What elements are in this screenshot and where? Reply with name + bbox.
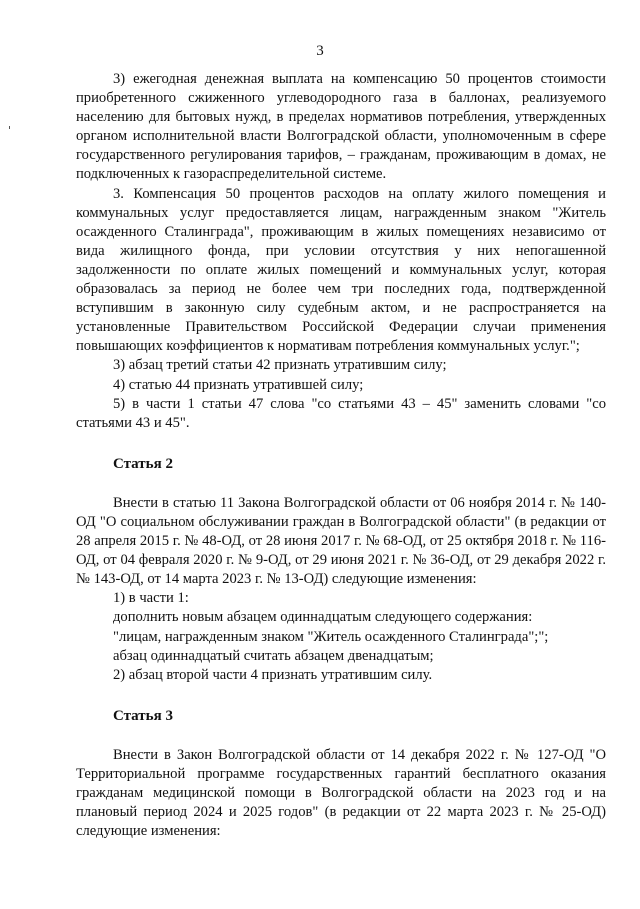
paragraph-item-3-gas: 3) ежегодная денежная выплата на компенсацию 50 процентов стоимости приобретенного сжиженного углеводородного газа в баллонах, реализуемого населению для бытовых нужд, в пределах нормативов потребления, утвержденных органом исполнительной власти Волгоградской области, уполномоченным в сфере государственного регулирования тарифов, – гражданам, проживающим в домах, не подключенных к газораспределительной системе. bbox=[76, 71, 606, 183]
article-2-intro: Внести в статью 11 Закона Волгоградской области от 06 ноября 2014 г. № 140-ОД "О социальном обслуживании граждан в Волгоградской области" (в редакции от 28 апреля 2015 г. № 48-ОД, от 28 июня 2017 г. № 68-ОД, от 25 октября 2018 г. № 116-ОД, от 04 февраля 2020 г. № 9-ОД, от 29 июня 2021 г. № 36-ОД, от 29 декабря 2022 г. № 143-ОД, от 14 марта 2023 г. № 13-ОД) следующие изменения: bbox=[76, 494, 606, 588]
article-2-add-paragraph: дополнить новым абзацем одиннадцатым следующего содержания: bbox=[113, 609, 533, 626]
scan-artifact bbox=[9, 126, 10, 129]
article-2-heading: Статья 2 bbox=[113, 455, 173, 472]
paragraph-compensation: 3. Компенсация 50 процентов расходов на оплату жилого помещения и коммунальных услуг предоставляется лицам, награжденным знаком "Житель осажденного Сталинграда", проживающим в жилых помещениях независимо от вида жилищного фонда, при условии отсутствия у них непогашенной задолженности по оплате жилых помещений и коммунальных услуг, которая образовалась за период не более чем три последних года, подтвержденной вступившим в законную силу судебным актом, и не распространяется на установленные Правительством Российской Федерации случаи применения повышающих коэффициентов к нормативам потребления коммунальных услуг."; bbox=[76, 185, 606, 355]
article-2-item-1: 1) в части 1: bbox=[113, 590, 189, 607]
article-3-heading: Статья 3 bbox=[113, 707, 173, 724]
paragraph-item-5-art47: 5) в части 1 статьи 47 слова "со статьями 43 – 45" заменить словами "со статьями 43 и 45". bbox=[76, 395, 606, 431]
article-3-intro: Внести в Закон Волгоградской области от 14 декабря 2022 г. № 127-ОД "О Территориальной программе государственных гарантий бесплатного оказания гражданам медицинской помощи в Волгоградской области на 2023 год и на плановый период 2024 и 2025 годов" (в редакции от 22 марта 2023 г. № 25-ОД) следующие изменения: bbox=[76, 746, 606, 840]
page-number: 3 bbox=[316, 43, 324, 59]
article-2-item-2: 2) абзац второй части 4 признать утратившим силу. bbox=[113, 666, 433, 683]
article-2-quoted-text: "лицам, награжденным знаком "Житель осажденного Сталинграда";"; bbox=[113, 628, 549, 645]
article-2-renumber: абзац одиннадцатый считать абзацем двенадцатым; bbox=[113, 647, 434, 664]
paragraph-item-4-art44: 4) статью 44 признать утратившей силу; bbox=[113, 376, 364, 393]
paragraph-item-3-art42: 3) абзац третий статьи 42 признать утратившим силу; bbox=[113, 357, 447, 374]
document-body bbox=[76, 70, 606, 841]
